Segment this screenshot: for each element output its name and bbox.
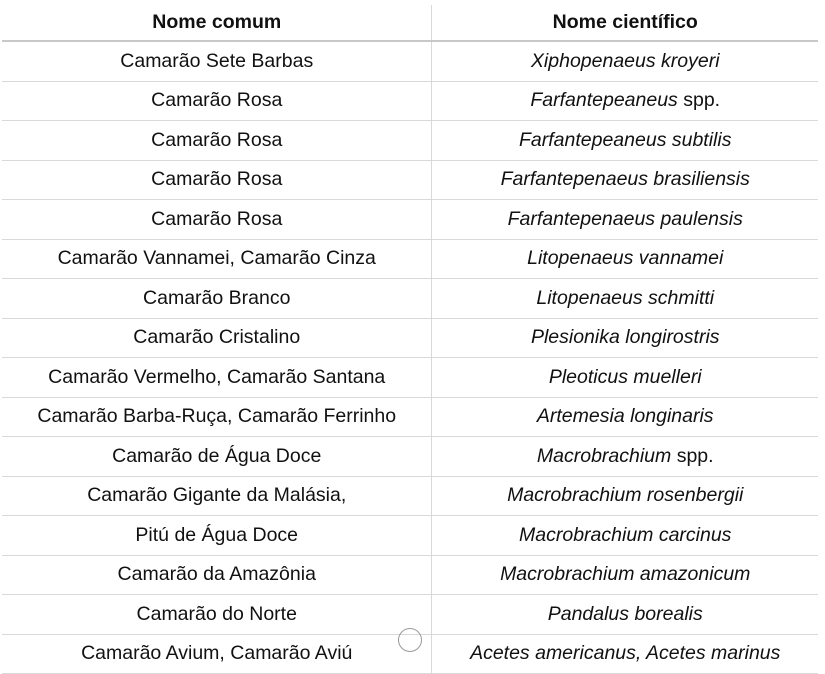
common-name-cell: Camarão de Água Doce <box>2 437 432 476</box>
scientific-name-text: Farfantepenaeus brasiliensis <box>501 168 750 191</box>
scientific-name-text: Farfantepenaeus paulensis <box>508 208 743 231</box>
scientific-name-text: Pleoticus muelleri <box>549 366 702 389</box>
scientific-name-text: Farfantepeaneus <box>530 89 677 112</box>
common-name-cell: Camarão do Norte <box>2 595 432 634</box>
table-row <box>2 200 818 240</box>
header-scientific-name: Nome científico <box>432 5 818 40</box>
scientific-name-text: Artemesia longinaris <box>537 405 714 428</box>
scientific-name-text: Farfantepeaneus subtilis <box>519 129 731 152</box>
common-name-cell: Camarão Vermelho, Camarão Santana <box>2 358 432 397</box>
common-name-cell: Pitú de Água Doce <box>2 516 432 555</box>
table-body <box>2 42 818 674</box>
table-row <box>2 42 818 82</box>
table-row <box>2 161 818 201</box>
table-row <box>2 82 818 122</box>
scientific-name-cell <box>432 82 818 121</box>
scientific-name-text: Acetes americanus, Acetes marinus <box>470 642 780 665</box>
scientific-name-cell <box>432 42 818 81</box>
table-row <box>2 477 818 517</box>
scientific-name-text: Macrobrachium carcinus <box>519 524 731 547</box>
header-common-name: Nome comum <box>2 5 432 40</box>
common-name-cell: Camarão Vannamei, Camarão Cinza <box>2 240 432 279</box>
common-name-cell: Camarão Cristalino <box>2 319 432 358</box>
scientific-name-text: Pandalus borealis <box>548 603 703 626</box>
scientific-name-cell <box>432 398 818 437</box>
scientific-name-text: Litopenaeus vannamei <box>527 247 723 270</box>
scientific-name-cell <box>432 358 818 397</box>
scientific-name-cell <box>432 595 818 634</box>
scientific-name-cell <box>432 635 818 674</box>
common-name-cell: Camarão Branco <box>2 279 432 318</box>
common-name-cell: Camarão Rosa <box>2 121 432 160</box>
common-name-cell: Camarão Avium, Camarão Aviú <box>2 635 432 674</box>
scientific-name-cell <box>432 279 818 318</box>
scientific-name-suffix: spp. <box>671 445 713 468</box>
common-name-cell: Camarão Barba-Ruça, Camarão Ferrinho <box>2 398 432 437</box>
table-header-row <box>2 5 818 42</box>
common-name-cell: Camarão Rosa <box>2 200 432 239</box>
scientific-name-text: Xiphopenaeus kroyeri <box>531 50 720 73</box>
scientific-name-cell <box>432 556 818 595</box>
table-row <box>2 556 818 596</box>
common-name-cell: Camarão Rosa <box>2 82 432 121</box>
scientific-name-cell <box>432 121 818 160</box>
partial-circle-icon <box>398 628 422 652</box>
scientific-name-suffix: spp. <box>678 89 720 112</box>
table-row <box>2 240 818 280</box>
scientific-name-cell <box>432 240 818 279</box>
scientific-name-cell <box>432 319 818 358</box>
table-row <box>2 121 818 161</box>
common-name-cell: Camarão Gigante da Malásia, <box>2 477 432 516</box>
species-table <box>2 5 818 674</box>
scientific-name-text: Litopenaeus schmitti <box>536 287 714 310</box>
table-row <box>2 516 818 556</box>
scientific-name-cell <box>432 477 818 516</box>
scientific-name-text: Plesionika longirostris <box>531 326 720 349</box>
scientific-name-cell <box>432 200 818 239</box>
table-row <box>2 279 818 319</box>
scientific-name-cell <box>432 516 818 555</box>
common-name-cell: Camarão Sete Barbas <box>2 42 432 81</box>
scientific-name-cell <box>432 437 818 476</box>
table-row <box>2 437 818 477</box>
scientific-name-text: Macrobrachium rosenbergii <box>507 484 743 507</box>
table-row <box>2 319 818 359</box>
common-name-cell: Camarão Rosa <box>2 161 432 200</box>
scientific-name-text: Macrobrachium <box>537 445 671 468</box>
table-row <box>2 358 818 398</box>
common-name-cell: Camarão da Amazônia <box>2 556 432 595</box>
table-row <box>2 398 818 438</box>
scientific-name-cell <box>432 161 818 200</box>
scientific-name-text: Macrobrachium amazonicum <box>500 563 750 586</box>
